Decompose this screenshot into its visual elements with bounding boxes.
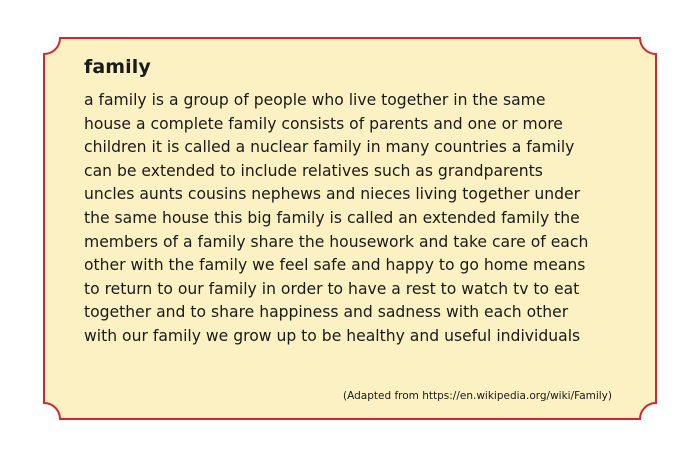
card-content — [84, 56, 624, 349]
body-line: other with the family we feel safe and happy to go home means — [84, 256, 586, 275]
body-line: to return to our family in order to have a rest to watch tv to eat — [84, 279, 580, 298]
body-line: uncles aunts cousins nephews and nieces living together under — [84, 185, 581, 204]
card-title: family — [84, 56, 151, 78]
body-line: house a complete family consists of parents and one or more — [84, 114, 563, 133]
source-citation: (Adapted from https://en.wikipedia.org/wiki/Family) — [343, 390, 612, 402]
body-line: can be extended to include relatives such as grandparents — [84, 161, 543, 180]
body-line: with our family we grow up to be healthy and useful individuals — [84, 326, 581, 345]
body-line: children it is called a nuclear family in many countries a family — [84, 138, 575, 157]
body-line: a family is a group of people who live together in the same — [84, 91, 546, 109]
body-line: the same house this big family is called an extended family the — [84, 208, 580, 227]
body-line: members of a family share the housework and take care of each — [84, 232, 589, 251]
card-body — [84, 89, 624, 349]
body-line: together and to share happiness and sadness with each other — [84, 303, 569, 322]
